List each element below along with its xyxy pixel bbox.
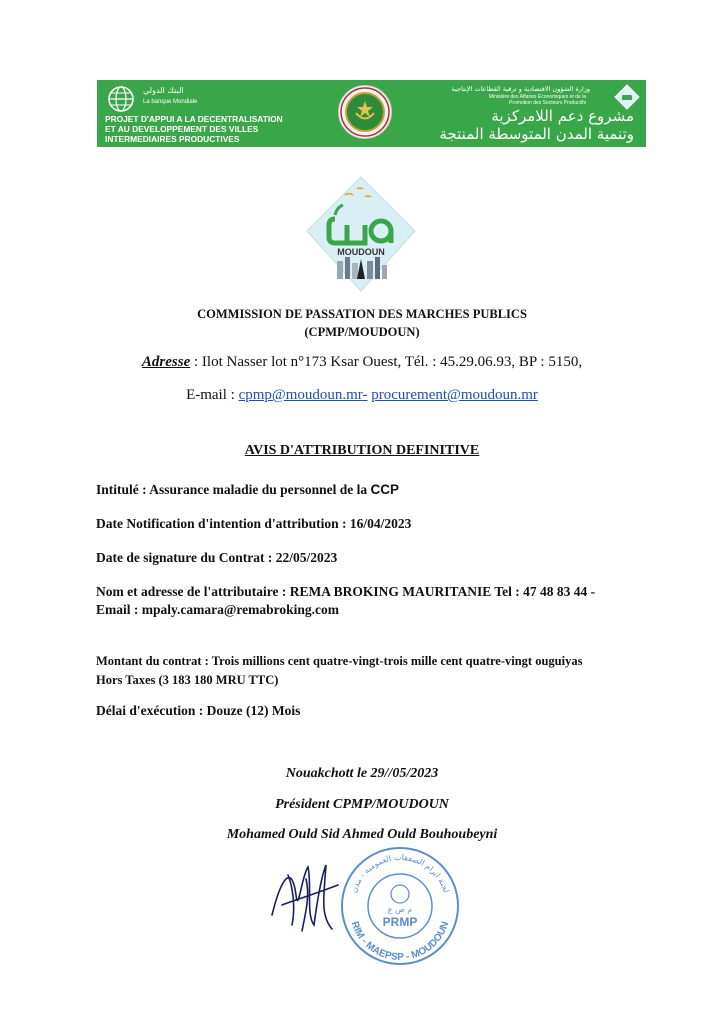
field-signature-date xyxy=(96,550,337,566)
email-link-procurement[interactable]: procurement@moudoun.mr xyxy=(371,387,538,403)
delai-label: Délai d'exécution : xyxy=(96,703,207,718)
commission-email xyxy=(0,387,724,404)
attributaire-value: REMA BROKING MAURITANIE Tel : 47 48 83 44 - xyxy=(289,584,596,599)
official-stamp xyxy=(336,842,464,970)
world-bank-globe-icon xyxy=(107,85,135,113)
notification-label: Date Notification d'intention d'attribution : xyxy=(96,516,350,531)
field-intitule xyxy=(96,482,399,498)
address-text: : Ilot Nasser lot n°173 Ksar Ouest, Tél. : 45.29.06.93, BP : 5150, xyxy=(190,354,583,370)
svg-text:PRMP: PRMP xyxy=(382,915,418,929)
field-notification-date xyxy=(96,516,411,532)
moudoun-logo-icon xyxy=(305,175,417,293)
ministry-arabic: وزارة الشؤون الاقتصادية و ترقية القطاعات الإنتاجية xyxy=(451,85,590,93)
field-montant xyxy=(96,654,582,669)
svg-text:م ص ع: م ص ع xyxy=(387,905,413,914)
address-label: Adresse xyxy=(141,354,191,370)
montant-value: Trois millions cent quatre-vingt-trois mille cent quatre-vingt ouguiyas xyxy=(211,654,583,668)
svg-text:RIM - MAEPSP - MOUDOUN: RIM - MAEPSP - MOUDOUN xyxy=(348,920,452,964)
project-title-arabic: مشروع دعم اللامركزية وتنمية المدن المتوسطة المنتجة xyxy=(439,107,634,143)
signature-label: Date de signature du Contrat : xyxy=(96,550,276,565)
signatory-name: Mohamed Ould Sid Ahmed Ould Bouhoubeyni xyxy=(226,827,498,842)
field-montant-ht: Hors Taxes (3 183 180 MRU TTC) xyxy=(96,673,279,687)
svg-text:MOUDOUN: MOUDOUN xyxy=(337,247,385,257)
world-bank-french: La banque Mondiale xyxy=(143,99,198,105)
field-attributaire xyxy=(96,584,595,600)
commission-title: COMMISSION DE PASSATION DES MARCHES PUBLICS xyxy=(197,307,527,321)
signatory-role: Président CPMP/MOUDOUN xyxy=(275,797,449,812)
moudoun-small-logo-icon xyxy=(614,84,640,110)
signature-value: 22/05/2023 xyxy=(275,550,338,565)
ministry-french: Ministère des Affaires Economiques et de la Promotion des Secteurs Productifs xyxy=(488,94,586,106)
handwritten-signature xyxy=(262,855,347,935)
email-link-cpmp[interactable]: cpmp@moudoun.mr- xyxy=(238,387,368,403)
intitule-value: Assurance maladie du personnel de la xyxy=(149,482,371,497)
commission-acronym: (CPMP/MOUDOUN) xyxy=(304,325,420,339)
field-delai xyxy=(96,703,300,719)
field-attributaire-email: Email : mpaly.camara@remabroking.com xyxy=(96,602,340,617)
project-title-french: PROJET D'APPUI A LA DECENTRALISATION ET AU DEVELOPPEMENT DES VILLES INTERMEDIAIRES PRODUCTIVES xyxy=(105,114,283,144)
commission-address xyxy=(0,354,724,371)
svg-text:لجنة ابرام الصفقات العمومية -: لجنة ابرام الصفقات العمومية - مدن xyxy=(349,852,451,894)
notification-value: 16/04/2023 xyxy=(349,516,412,531)
world-bank-arabic: البنك الدولي xyxy=(143,86,184,95)
avis-title: AVIS D'ATTRIBUTION DEFINITIVE xyxy=(244,443,480,458)
place-date: Nouakchott le 29//05/2023 xyxy=(285,766,439,781)
header-banner xyxy=(97,80,646,147)
delai-value: Douze (12) Mois xyxy=(206,703,301,718)
intitule-value-ccp: CCP xyxy=(370,482,400,497)
intitule-label: Intitulé : xyxy=(96,482,150,497)
attributaire-label: Nom et adresse de l'attributaire : xyxy=(96,584,290,599)
email-label: E-mail : xyxy=(186,387,239,403)
montant-label: Montant du contrat : xyxy=(96,654,212,668)
